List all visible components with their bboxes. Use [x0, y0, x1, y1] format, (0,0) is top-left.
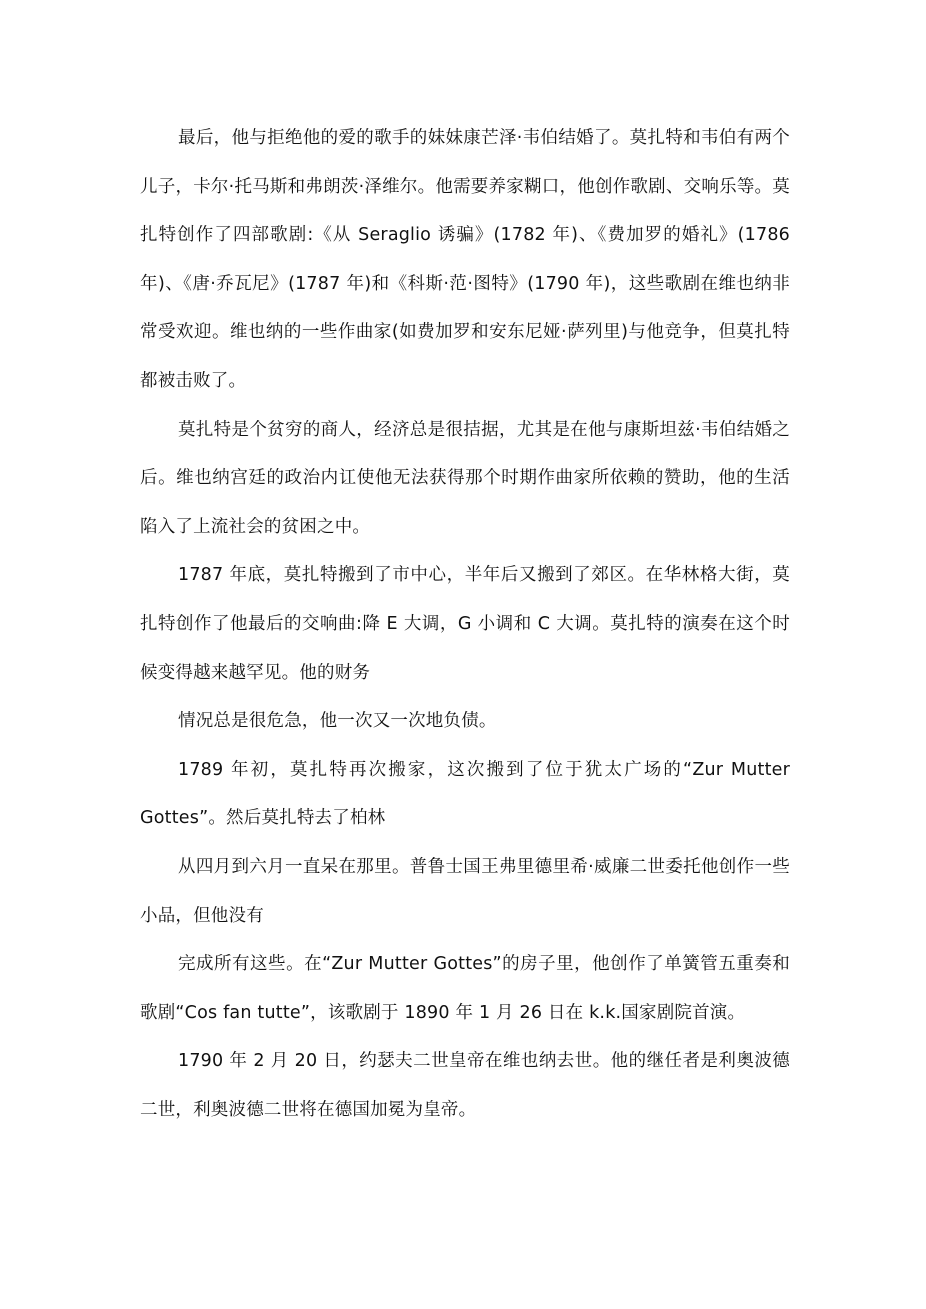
paragraph-2: 莫扎特是个贫穷的商人，经济总是很拮据，尤其是在他与康斯坦兹·韦伯结婚之后。维也纳宫廷的政治内讧使他无法获得那个时期作曲家所依赖的赞助，他的生活陷入了上流社会的贫困之中。	[140, 419, 790, 537]
paragraph-3: 1787 年底，莫扎特搬到了市中心，半年后又搬到了郊区。在华林格大街，莫扎特创作了他最后的交响曲:降 E 大调，G 小调和 C 大调。莫扎特的演奏在这个时候变得越来越罕见。他的财务	[140, 565, 790, 683]
paragraph-1: 最后，他与拒绝他的爱的歌手的妹妹康芒泽·韦伯结婚了。莫扎特和韦伯有两个儿子，卡尔·托马斯和弗朗茨·泽维尔。他需要养家糊口，他创作歌剧、交响乐等。莫扎特创作了四部歌剧:《从 Seraglio 诱骗》(1782 年)、《费加罗的婚礼》(1786 年)、《唐·乔瓦尼》(1787 年)和《科斯·范·图特》(1790 年)，这些歌剧在维也纳非常受欢迎。维也纳的一些作曲家(如费加罗和安东尼娅·萨列里)与他竞争，但莫扎特都被击败了。	[140, 128, 790, 391]
body-text	[140, 114, 790, 1134]
paragraph-7: 完成所有这些。在“Zur Mutter Gottes”的房子里，他创作了单簧管五重奏和歌剧“Cos fan tutte”，该歌剧于 1890 年 1 月 26 日在 k.k.国家剧院首演。	[140, 954, 790, 1023]
paragraph-5: 1789 年初，莫扎特再次搬家，这次搬到了位于犹太广场的“Zur Mutter Gottes”。然后莫扎特去了柏林	[140, 759, 790, 829]
paragraph-8: 1790 年 2 月 20 日，约瑟夫二世皇帝在维也纳去世。他的继任者是利奥波德二世，利奥波德二世将在德国加冕为皇帝。	[140, 1051, 790, 1120]
paragraph-4: 情况总是很危急，他一次又一次地负债。	[178, 711, 497, 732]
paragraph-6: 从四月到六月一直呆在那里。普鲁士国王弗里德里希·威廉二世委托他创作一些小品，但他没有	[140, 856, 790, 926]
